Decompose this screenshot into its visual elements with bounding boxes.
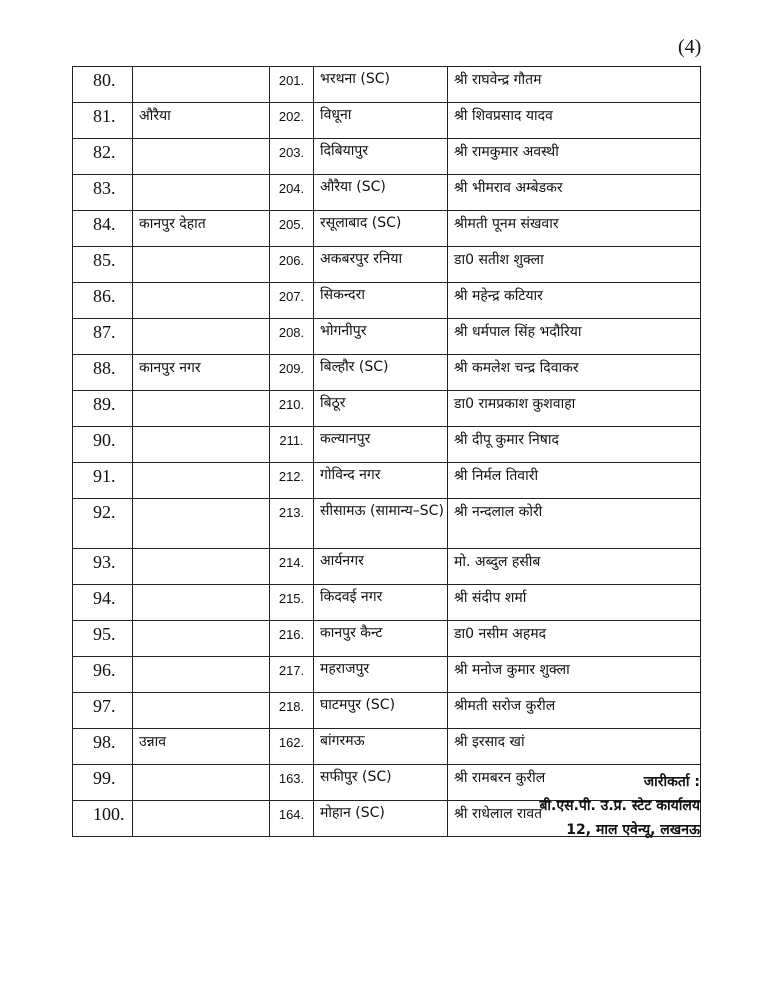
table-row (73, 67, 701, 103)
district-cell: उन्नाव (133, 729, 270, 765)
candidate-name-cell: डा0 सतीश शुक्ला (448, 247, 701, 283)
constituency-number-cell: 208. (270, 319, 314, 355)
district-cell (133, 499, 270, 549)
candidate-name-cell: श्री शिवप्रसाद यादव (448, 103, 701, 139)
constituency-name-cell: कानपुर कैन्ट (314, 621, 448, 657)
district-cell (133, 283, 270, 319)
table-row (73, 139, 701, 175)
constituency-name-cell: आर्यनगर (314, 549, 448, 585)
constituency-name-cell: विधूना (314, 103, 448, 139)
constituency-name-cell: बिठूर (314, 391, 448, 427)
district-cell (133, 391, 270, 427)
candidate-name-cell: श्री राघवेन्द्र गौतम (448, 67, 701, 103)
serial-number-cell: 80. (73, 67, 133, 103)
table-row (73, 693, 701, 729)
candidate-name-cell: श्री कमलेश चन्द्र दिवाकर (448, 355, 701, 391)
serial-number-cell: 82. (73, 139, 133, 175)
constituency-name-cell: अकबरपुर रनिया (314, 247, 448, 283)
table-row (73, 549, 701, 585)
table-row (73, 729, 701, 765)
serial-number-cell: 89. (73, 391, 133, 427)
district-cell (133, 427, 270, 463)
table-row (73, 247, 701, 283)
constituency-number-cell: 203. (270, 139, 314, 175)
district-cell (133, 549, 270, 585)
district-cell (133, 67, 270, 103)
serial-number-cell: 87. (73, 319, 133, 355)
constituency-name-cell: कल्यानपुर (314, 427, 448, 463)
constituency-number-cell: 163. (270, 765, 314, 801)
candidate-name-cell: श्री दीपू कुमार निषाद (448, 427, 701, 463)
candidate-name-cell: श्री भीमराव अम्बेडकर (448, 175, 701, 211)
district-cell (133, 463, 270, 499)
constituency-number-cell: 210. (270, 391, 314, 427)
serial-number-cell: 97. (73, 693, 133, 729)
table-row (73, 657, 701, 693)
table-row (73, 355, 701, 391)
serial-number-cell: 99. (73, 765, 133, 801)
constituency-number-cell: 209. (270, 355, 314, 391)
constituency-number-cell: 218. (270, 693, 314, 729)
table-row (73, 585, 701, 621)
candidate-table-body (73, 67, 701, 837)
candidate-name-cell: श्री रामकुमार अवस्थी (448, 139, 701, 175)
issuer-address: 12, माल एवेन्यू, लखनऊ (566, 822, 700, 838)
table-row (73, 621, 701, 657)
constituency-number-cell: 201. (270, 67, 314, 103)
table-row (73, 427, 701, 463)
constituency-name-cell: महराजपुर (314, 657, 448, 693)
table-row (73, 319, 701, 355)
serial-number-cell: 86. (73, 283, 133, 319)
district-cell (133, 801, 270, 837)
district-cell (133, 175, 270, 211)
serial-number-cell: 83. (73, 175, 133, 211)
table-row (73, 283, 701, 319)
constituency-number-cell: 204. (270, 175, 314, 211)
district-cell (133, 765, 270, 801)
constituency-name-cell: रसूलाबाद (SC) (314, 211, 448, 247)
issuer-block (539, 770, 700, 842)
candidate-name-cell: श्री धर्मपाल सिंह भदौरिया (448, 319, 701, 355)
district-cell (133, 657, 270, 693)
constituency-name-cell: मोहान (SC) (314, 801, 448, 837)
district-cell (133, 585, 270, 621)
constituency-number-cell: 211. (270, 427, 314, 463)
table-row (73, 175, 701, 211)
district-cell: औरैया (133, 103, 270, 139)
serial-number-cell: 84. (73, 211, 133, 247)
table-row (73, 499, 701, 549)
constituency-name-cell: गोविन्द नगर (314, 463, 448, 499)
candidate-name-cell: श्री रामबरन कुरील (448, 765, 701, 801)
candidate-name-cell: श्रीमती सरोज कुरील (448, 693, 701, 729)
serial-number-cell: 96. (73, 657, 133, 693)
district-cell (133, 139, 270, 175)
constituency-name-cell: किदवई नगर (314, 585, 448, 621)
candidate-name-cell: श्री राधेलाल रावत (448, 801, 701, 837)
constituency-name-cell: घाटमपुर (SC) (314, 693, 448, 729)
constituency-number-cell: 217. (270, 657, 314, 693)
table-row (73, 103, 701, 139)
candidate-name-cell: डा0 रामप्रकाश कुशवाहा (448, 391, 701, 427)
constituency-name-cell: सफीपुर (SC) (314, 765, 448, 801)
constituency-name-cell: सिकन्दरा (314, 283, 448, 319)
district-cell: कानपुर देहात (133, 211, 270, 247)
serial-number-cell: 98. (73, 729, 133, 765)
constituency-name-cell: दिबियापुर (314, 139, 448, 175)
constituency-number-cell: 164. (270, 801, 314, 837)
constituency-name-cell: सीसामऊ (सामान्य–SC) (314, 499, 448, 549)
candidate-table (72, 66, 701, 837)
serial-number-cell: 100. (73, 801, 133, 837)
constituency-number-cell: 216. (270, 621, 314, 657)
constituency-number-cell: 214. (270, 549, 314, 585)
constituency-name-cell: भोगनीपुर (314, 319, 448, 355)
table-row (73, 211, 701, 247)
serial-number-cell: 90. (73, 427, 133, 463)
district-cell (133, 621, 270, 657)
constituency-number-cell: 212. (270, 463, 314, 499)
serial-number-cell: 93. (73, 549, 133, 585)
district-cell (133, 319, 270, 355)
constituency-number-cell: 215. (270, 585, 314, 621)
table-row (73, 463, 701, 499)
constituency-number-cell: 207. (270, 283, 314, 319)
candidate-name-cell: श्री संदीप शर्मा (448, 585, 701, 621)
serial-number-cell: 95. (73, 621, 133, 657)
candidate-name-cell: मो. अब्दुल हसीब (448, 549, 701, 585)
serial-number-cell: 88. (73, 355, 133, 391)
constituency-number-cell: 205. (270, 211, 314, 247)
candidate-name-cell: श्री निर्मल तिवारी (448, 463, 701, 499)
candidate-name-cell: डा0 नसीम अहमद (448, 621, 701, 657)
issuer-label: जारीकर्ता : (643, 774, 700, 790)
constituency-name-cell: भरथना (SC) (314, 67, 448, 103)
constituency-number-cell: 213. (270, 499, 314, 549)
constituency-name-cell: औरैया (SC) (314, 175, 448, 211)
constituency-number-cell: 206. (270, 247, 314, 283)
candidate-name-cell: श्री मनोज कुमार शुक्ला (448, 657, 701, 693)
district-cell: कानपुर नगर (133, 355, 270, 391)
serial-number-cell: 91. (73, 463, 133, 499)
constituency-name-cell: बिल्हौर (SC) (314, 355, 448, 391)
serial-number-cell: 94. (73, 585, 133, 621)
serial-number-cell: 81. (73, 103, 133, 139)
constituency-number-cell: 202. (270, 103, 314, 139)
issuer-office: बी.एस.पी. उ.प्र. स्टेट कार्यालय (539, 798, 700, 814)
district-cell (133, 247, 270, 283)
candidate-name-cell: श्री इरसाद खां (448, 729, 701, 765)
page-number: (4) (678, 36, 702, 58)
serial-number-cell: 92. (73, 499, 133, 549)
candidate-name-cell: श्री महेन्द्र कटियार (448, 283, 701, 319)
table-row (73, 391, 701, 427)
candidate-name-cell: श्री नन्दलाल कोरी (448, 499, 701, 549)
district-cell (133, 693, 270, 729)
constituency-name-cell: बांगरमऊ (314, 729, 448, 765)
serial-number-cell: 85. (73, 247, 133, 283)
candidate-name-cell: श्रीमती पूनम संखवार (448, 211, 701, 247)
constituency-number-cell: 162. (270, 729, 314, 765)
